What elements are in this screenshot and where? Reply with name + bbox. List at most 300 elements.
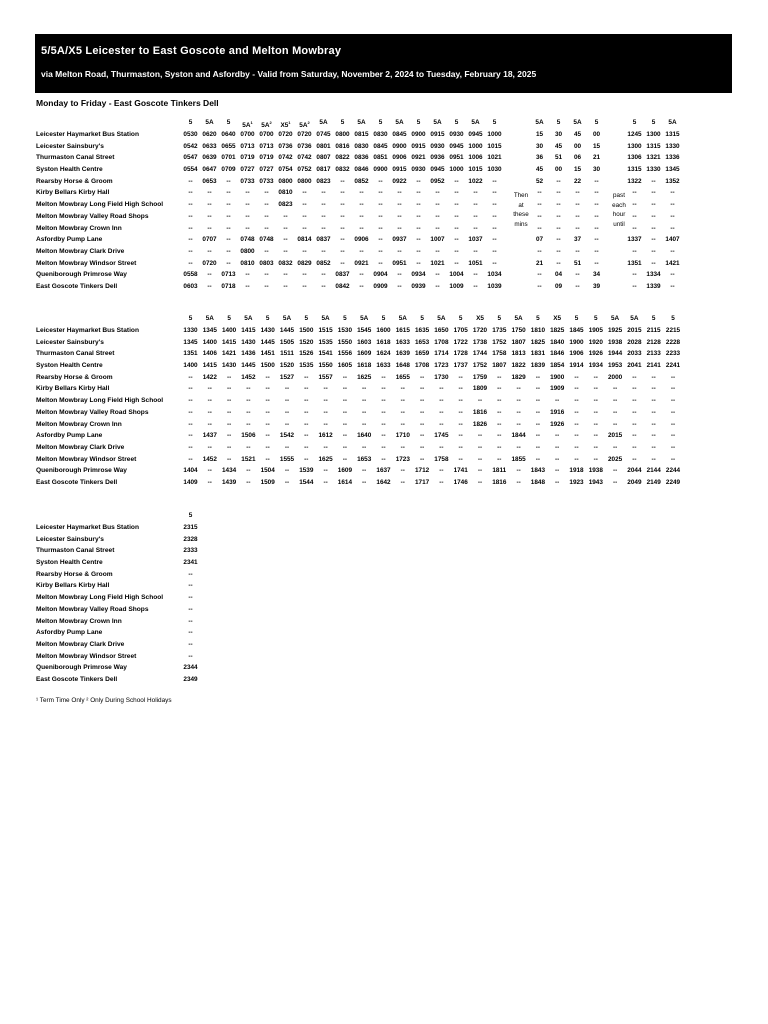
time-cell: -- xyxy=(226,201,231,209)
time-cell: 0713 xyxy=(259,142,274,150)
time-cell: 0939 xyxy=(411,282,426,290)
time-cell: 0830 xyxy=(373,131,388,138)
time-cell: 0823 xyxy=(316,177,331,185)
time-cell: -- xyxy=(245,201,250,209)
time-cell: 21 xyxy=(535,259,544,267)
time-cell: -- xyxy=(492,247,497,255)
time-cell: 1322 xyxy=(627,177,642,185)
time-cell: 1811 xyxy=(492,467,507,475)
time-cell: -- xyxy=(651,397,656,405)
time-cell: 0829 xyxy=(297,259,312,267)
time-cell: -- xyxy=(575,247,580,255)
time-cell: -- xyxy=(612,408,618,416)
time-cell: -- xyxy=(207,224,212,232)
time-cell: -- xyxy=(419,397,425,405)
time-cell: -- xyxy=(226,189,231,197)
time-cell: 1039 xyxy=(487,282,502,290)
time-cell: -- xyxy=(594,259,599,267)
time-cell: -- xyxy=(283,212,288,220)
time-cell: 0832 xyxy=(335,166,350,174)
time-cell: 2000 xyxy=(607,373,623,381)
time-cell: -- xyxy=(632,385,637,393)
time-cell: 1535 xyxy=(299,362,314,370)
time-cell: 0800 xyxy=(278,177,293,185)
time-cell: -- xyxy=(477,443,483,451)
time-cell: -- xyxy=(416,224,421,232)
time-cell: -- xyxy=(416,259,421,267)
time-cell: 1530 xyxy=(337,327,352,334)
time-cell: -- xyxy=(516,397,521,405)
time-cell: 1007 xyxy=(430,236,445,244)
time-cell: -- xyxy=(362,385,367,393)
route-number: 5A xyxy=(573,119,582,126)
route-number: 5 xyxy=(381,315,386,322)
time-cell: -- xyxy=(378,247,383,255)
stop-name: Thurmaston Canal Street xyxy=(36,350,115,358)
time-cell: -- xyxy=(555,455,560,463)
stop-name: Melton Mowbray Crown Inn xyxy=(36,617,122,625)
time-cell: 0822 xyxy=(335,154,350,162)
time-cell: 0906 xyxy=(392,154,407,162)
time-cell: 0846 xyxy=(354,166,369,174)
time-cell: 1900 xyxy=(550,373,565,381)
time-cell: 1334 xyxy=(646,271,661,279)
time-cell: -- xyxy=(670,247,675,255)
time-cell: -- xyxy=(342,432,348,440)
stop-name: Rearsby Horse & Groom xyxy=(36,570,113,578)
time-cell: -- xyxy=(342,443,348,451)
footnote-marker: 2 xyxy=(307,120,310,125)
time-cell: -- xyxy=(497,443,502,451)
stop-name: Melton Mowbray Clark Drive xyxy=(36,247,125,255)
route-number: 5 xyxy=(420,315,424,322)
time-cell: -- xyxy=(188,385,193,393)
time-cell: 39 xyxy=(592,282,601,290)
time-cell: 1635 xyxy=(414,327,430,334)
time-cell: -- xyxy=(670,420,676,428)
time-cell: -- xyxy=(439,408,444,416)
time-cell: 1000 xyxy=(468,142,483,150)
time-cell: -- xyxy=(378,201,383,209)
time-cell: -- xyxy=(226,385,232,393)
route-number: 5 xyxy=(265,315,270,322)
time-cell: 1934 xyxy=(588,362,603,370)
stop-name: East Goscote Tinkers Dell xyxy=(36,675,118,683)
time-cell: -- xyxy=(651,247,656,255)
time-cell: -- xyxy=(670,373,676,381)
time-cell: -- xyxy=(188,594,193,602)
time-cell: -- xyxy=(400,397,405,405)
time-cell: 1015 xyxy=(487,142,502,150)
time-cell: 0554 xyxy=(183,166,198,174)
time-cell: -- xyxy=(362,478,367,486)
time-cell: -- xyxy=(245,282,250,290)
time-cell: -- xyxy=(378,189,383,197)
time-cell: 2028 xyxy=(627,338,642,346)
time-cell: 0842 xyxy=(335,282,350,290)
route-number: 5A xyxy=(395,119,404,126)
time-cell: 1330 xyxy=(183,327,198,334)
time-cell: 0748 xyxy=(259,236,274,244)
time-cell: -- xyxy=(575,224,580,232)
time-cell: 1550 xyxy=(337,338,352,346)
time-cell: -- xyxy=(670,397,676,405)
time-cell: 0814 xyxy=(297,236,312,244)
time-cell: -- xyxy=(473,224,478,232)
time-cell: -- xyxy=(245,212,250,220)
time-cell: 1600 xyxy=(376,327,391,334)
time-cell: 0915 xyxy=(392,166,407,174)
time-cell: -- xyxy=(359,201,364,209)
time-cell: -- xyxy=(188,236,193,244)
time-cell: -- xyxy=(593,397,598,405)
time-cell: 0733 xyxy=(240,177,255,185)
time-cell: 0800 xyxy=(335,131,350,138)
route-number: $5A^1$ xyxy=(242,120,253,129)
route-number: 5A xyxy=(205,315,214,322)
time-cell: 2044 xyxy=(627,467,642,475)
time-cell: -- xyxy=(497,432,502,440)
time-cell: 1648 xyxy=(395,362,410,370)
time-cell: -- xyxy=(670,212,675,220)
time-cell: 1605 xyxy=(337,362,352,370)
time-cell: -- xyxy=(574,373,579,381)
time-cell: -- xyxy=(321,271,326,279)
time-cell: -- xyxy=(497,385,502,393)
time-cell: -- xyxy=(342,455,348,463)
time-cell: -- xyxy=(188,212,193,220)
time-cell: -- xyxy=(207,201,212,209)
time-cell: -- xyxy=(226,455,232,463)
time-cell: 1500 xyxy=(299,327,314,334)
time-cell: -- xyxy=(362,443,367,451)
time-cell: -- xyxy=(594,189,599,197)
time-cell: -- xyxy=(575,212,580,220)
time-cell: 1400 xyxy=(183,362,198,370)
time-cell: 1759 xyxy=(472,373,488,381)
time-cell: -- xyxy=(535,455,541,463)
note-line: each xyxy=(612,201,626,209)
time-cell: 1422 xyxy=(202,373,217,381)
time-cell: -- xyxy=(419,385,425,393)
route-number: 5 xyxy=(574,315,579,322)
time-cell: -- xyxy=(555,478,560,486)
time-cell: -- xyxy=(473,212,478,220)
time-cell: 0718 xyxy=(221,282,236,290)
stop-name: Leicester Haymarket Bus Station xyxy=(36,327,139,334)
time-cell: 0951 xyxy=(392,259,407,267)
time-cell: 1807 xyxy=(492,362,507,370)
stop-name: Melton Mowbray Valley Road Shops xyxy=(36,212,149,220)
time-cell: -- xyxy=(574,397,579,405)
time-cell: -- xyxy=(323,478,328,486)
time-cell: 1909 xyxy=(550,385,565,393)
stop-name: Melton Mowbray Windsor Street xyxy=(36,652,137,660)
time-cell: -- xyxy=(226,212,231,220)
time-cell: 1415 xyxy=(202,362,217,370)
time-cell: -- xyxy=(302,247,307,255)
time-cell: -- xyxy=(304,397,309,405)
time-cell: 0801 xyxy=(316,142,331,150)
time-cell: -- xyxy=(400,420,405,428)
time-cell: 1744 xyxy=(472,350,488,358)
time-cell: -- xyxy=(265,432,270,440)
time-cell: -- xyxy=(516,408,521,416)
route-number: 5 xyxy=(594,119,599,126)
time-cell: 1021 xyxy=(487,154,502,162)
time-cell: 1723 xyxy=(395,455,410,463)
time-cell: 1655 xyxy=(395,373,410,381)
time-cell: 1000 xyxy=(487,131,502,138)
time-cell: 1300 xyxy=(646,131,661,138)
time-cell: -- xyxy=(439,467,444,475)
time-cell: -- xyxy=(473,271,478,279)
time-cell: 2025 xyxy=(607,455,623,463)
time-cell: -- xyxy=(516,420,521,428)
time-cell: -- xyxy=(574,420,579,428)
time-cell: -- xyxy=(381,385,386,393)
time-cell: 1557 xyxy=(318,373,333,381)
time-cell: -- xyxy=(284,443,290,451)
time-cell: 1633 xyxy=(376,362,391,370)
time-cell: -- xyxy=(458,397,463,405)
time-cell: -- xyxy=(207,420,212,428)
time-cell: -- xyxy=(340,177,345,185)
time-cell: -- xyxy=(670,189,675,197)
time-cell: 1434 xyxy=(221,467,237,475)
time-cell: 2149 xyxy=(646,478,661,486)
time-cell: 1336 xyxy=(665,154,680,162)
time-cell: -- xyxy=(497,397,502,405)
time-cell: -- xyxy=(264,247,269,255)
time-cell: -- xyxy=(594,236,599,244)
time-cell: 1550 xyxy=(318,362,333,370)
time-cell: -- xyxy=(537,212,542,220)
time-cell: -- xyxy=(416,212,421,220)
time-cell: -- xyxy=(458,455,463,463)
time-cell: -- xyxy=(458,443,463,451)
time-cell: 1745 xyxy=(434,432,449,440)
time-cell: -- xyxy=(265,420,270,428)
time-cell: -- xyxy=(397,247,402,255)
time-cell: 2133 xyxy=(646,350,661,358)
time-cell: 2015 xyxy=(607,432,623,440)
route-number: 5 xyxy=(304,315,309,322)
note-line: Then xyxy=(513,192,529,199)
route-number: 5 xyxy=(188,119,193,126)
time-cell: -- xyxy=(321,212,326,220)
route-number: 5 xyxy=(492,119,497,126)
footnote: ¹ Term Time Only ² Only During School Holidays xyxy=(36,697,172,704)
stop-name: Queniborough Primrose Way xyxy=(36,664,127,672)
time-cell: -- xyxy=(304,408,309,416)
time-cell: -- xyxy=(265,455,270,463)
time-cell: 1926 xyxy=(588,350,603,358)
time-cell: 0736 xyxy=(297,142,312,150)
time-cell: -- xyxy=(340,224,345,232)
time-cell: -- xyxy=(381,373,386,381)
time-cell: 1006 xyxy=(468,154,483,162)
time-cell: 2233 xyxy=(665,350,681,358)
time-cell: 0945 xyxy=(449,142,464,150)
time-cell: -- xyxy=(226,247,231,255)
time-cell: -- xyxy=(473,201,478,209)
time-cell: 1938 xyxy=(607,338,623,346)
time-cell: -- xyxy=(207,271,212,279)
time-cell: 0915 xyxy=(411,142,426,150)
title-banner xyxy=(35,34,732,93)
time-cell: -- xyxy=(477,455,483,463)
time-cell: 1409 xyxy=(183,478,198,486)
time-cell: -- xyxy=(497,455,502,463)
time-cell: -- xyxy=(188,570,193,578)
time-cell: -- xyxy=(458,373,463,381)
time-cell: -- xyxy=(537,189,542,197)
route-number: 5 xyxy=(188,315,193,322)
time-cell: 1421 xyxy=(221,350,237,358)
stop-name: Melton Mowbray Windsor Street xyxy=(36,455,137,463)
time-cell: -- xyxy=(555,443,560,451)
time-cell: -- xyxy=(304,420,309,428)
time-cell: -- xyxy=(378,224,383,232)
time-cell: -- xyxy=(340,201,345,209)
stop-name: Melton Mowbray Valley Road Shops xyxy=(36,605,149,613)
time-cell: -- xyxy=(537,224,542,232)
time-cell: 1625 xyxy=(357,373,372,381)
time-cell: -- xyxy=(632,282,637,290)
time-cell: -- xyxy=(362,467,367,475)
time-cell: -- xyxy=(321,189,326,197)
time-cell: 0904 xyxy=(373,271,388,279)
time-cell: 1520 xyxy=(299,338,314,346)
time-cell: -- xyxy=(340,189,345,197)
time-cell: -- xyxy=(435,282,440,290)
time-cell: -- xyxy=(575,271,580,279)
time-cell: 0709 xyxy=(221,166,236,174)
time-cell: -- xyxy=(574,408,579,416)
time-cell: 1430 xyxy=(241,338,256,346)
time-cell: -- xyxy=(556,177,561,185)
time-cell: 2333 xyxy=(183,547,198,555)
time-cell: -- xyxy=(575,189,580,197)
route-number: 5 xyxy=(343,315,347,322)
time-cell: -- xyxy=(556,259,561,267)
stop-name: Leicester Haymarket Bus Station xyxy=(36,131,139,138)
time-cell: 1659 xyxy=(414,350,430,358)
time-cell: -- xyxy=(670,385,676,393)
time-cell: -- xyxy=(537,201,542,209)
time-cell: 0800 xyxy=(240,247,255,255)
route-number: 5A xyxy=(357,119,366,126)
time-cell: 45 xyxy=(554,142,563,150)
time-cell: 1430 xyxy=(260,327,275,334)
time-cell: -- xyxy=(302,271,307,279)
time-cell: 1315 xyxy=(665,131,680,138)
time-cell: -- xyxy=(632,189,637,197)
time-cell: -- xyxy=(556,224,561,232)
time-cell: -- xyxy=(477,432,483,440)
time-cell: -- xyxy=(458,432,463,440)
time-cell: 1504 xyxy=(260,467,275,475)
route-number: 5 xyxy=(226,119,231,126)
time-cell: -- xyxy=(323,397,328,405)
route-number: X5 xyxy=(476,315,484,322)
time-cell: 0547 xyxy=(183,154,198,162)
time-cell: -- xyxy=(188,397,193,405)
time-cell: -- xyxy=(188,177,193,185)
time-cell: -- xyxy=(226,432,232,440)
time-cell: 1521 xyxy=(241,455,256,463)
route-number: 5A xyxy=(433,119,442,126)
time-cell: 1914 xyxy=(569,362,584,370)
time-cell: -- xyxy=(245,189,250,197)
time-cell: -- xyxy=(400,467,405,475)
time-cell: -- xyxy=(556,212,561,220)
time-cell: -- xyxy=(323,443,328,451)
route-number: 5A xyxy=(471,119,480,126)
route-number: 5 xyxy=(340,119,345,126)
time-cell: 1406 xyxy=(202,350,217,358)
time-cell: 2033 xyxy=(627,350,642,358)
time-cell: -- xyxy=(574,385,579,393)
time-cell: -- xyxy=(556,247,561,255)
time-cell: -- xyxy=(670,455,676,463)
time-cell: 2141 xyxy=(646,362,661,370)
time-cell: -- xyxy=(321,282,326,290)
time-cell: 1400 xyxy=(221,327,237,334)
time-cell: -- xyxy=(284,478,290,486)
time-cell: 0900 xyxy=(392,142,407,150)
time-cell: 1825 xyxy=(530,338,545,346)
time-cell: 2328 xyxy=(183,535,198,543)
time-cell: 1710 xyxy=(395,432,410,440)
time-cell: -- xyxy=(594,177,599,185)
time-cell: 1925 xyxy=(607,327,623,334)
time-cell: 1321 xyxy=(646,154,661,162)
time-cell: -- xyxy=(284,467,290,475)
time-cell: -- xyxy=(342,385,348,393)
stop-name: Rearsby Horse & Groom xyxy=(36,373,113,381)
time-cell: 1615 xyxy=(395,327,410,334)
time-cell: -- xyxy=(454,259,459,267)
time-cell: -- xyxy=(226,443,232,451)
time-cell: 1618 xyxy=(376,338,391,346)
time-cell: -- xyxy=(670,271,675,279)
time-cell: -- xyxy=(265,385,270,393)
time-cell: -- xyxy=(207,408,212,416)
time-cell: -- xyxy=(537,282,542,290)
time-cell: 1839 xyxy=(530,362,545,370)
time-cell: 0719 xyxy=(240,154,255,162)
then-at-note xyxy=(506,191,536,229)
time-cell: 1022 xyxy=(468,177,483,185)
route-number: 5 xyxy=(536,315,540,322)
time-cell: -- xyxy=(454,177,459,185)
time-cell: -- xyxy=(435,212,440,220)
stop-name: Rearsby Horse & Groom xyxy=(36,177,113,185)
time-cell: 2244 xyxy=(665,467,681,475)
time-cell: 0803 xyxy=(259,259,274,267)
time-cell: -- xyxy=(477,467,483,475)
time-cell: 1556 xyxy=(337,350,352,358)
time-cell: -- xyxy=(362,397,367,405)
route-number: 5A xyxy=(282,315,292,322)
time-cell: 2128 xyxy=(646,338,661,346)
time-cell: 1520 xyxy=(279,362,295,370)
time-cell: 2144 xyxy=(646,467,661,475)
time-cell: -- xyxy=(419,455,425,463)
time-cell: 07 xyxy=(535,236,544,244)
